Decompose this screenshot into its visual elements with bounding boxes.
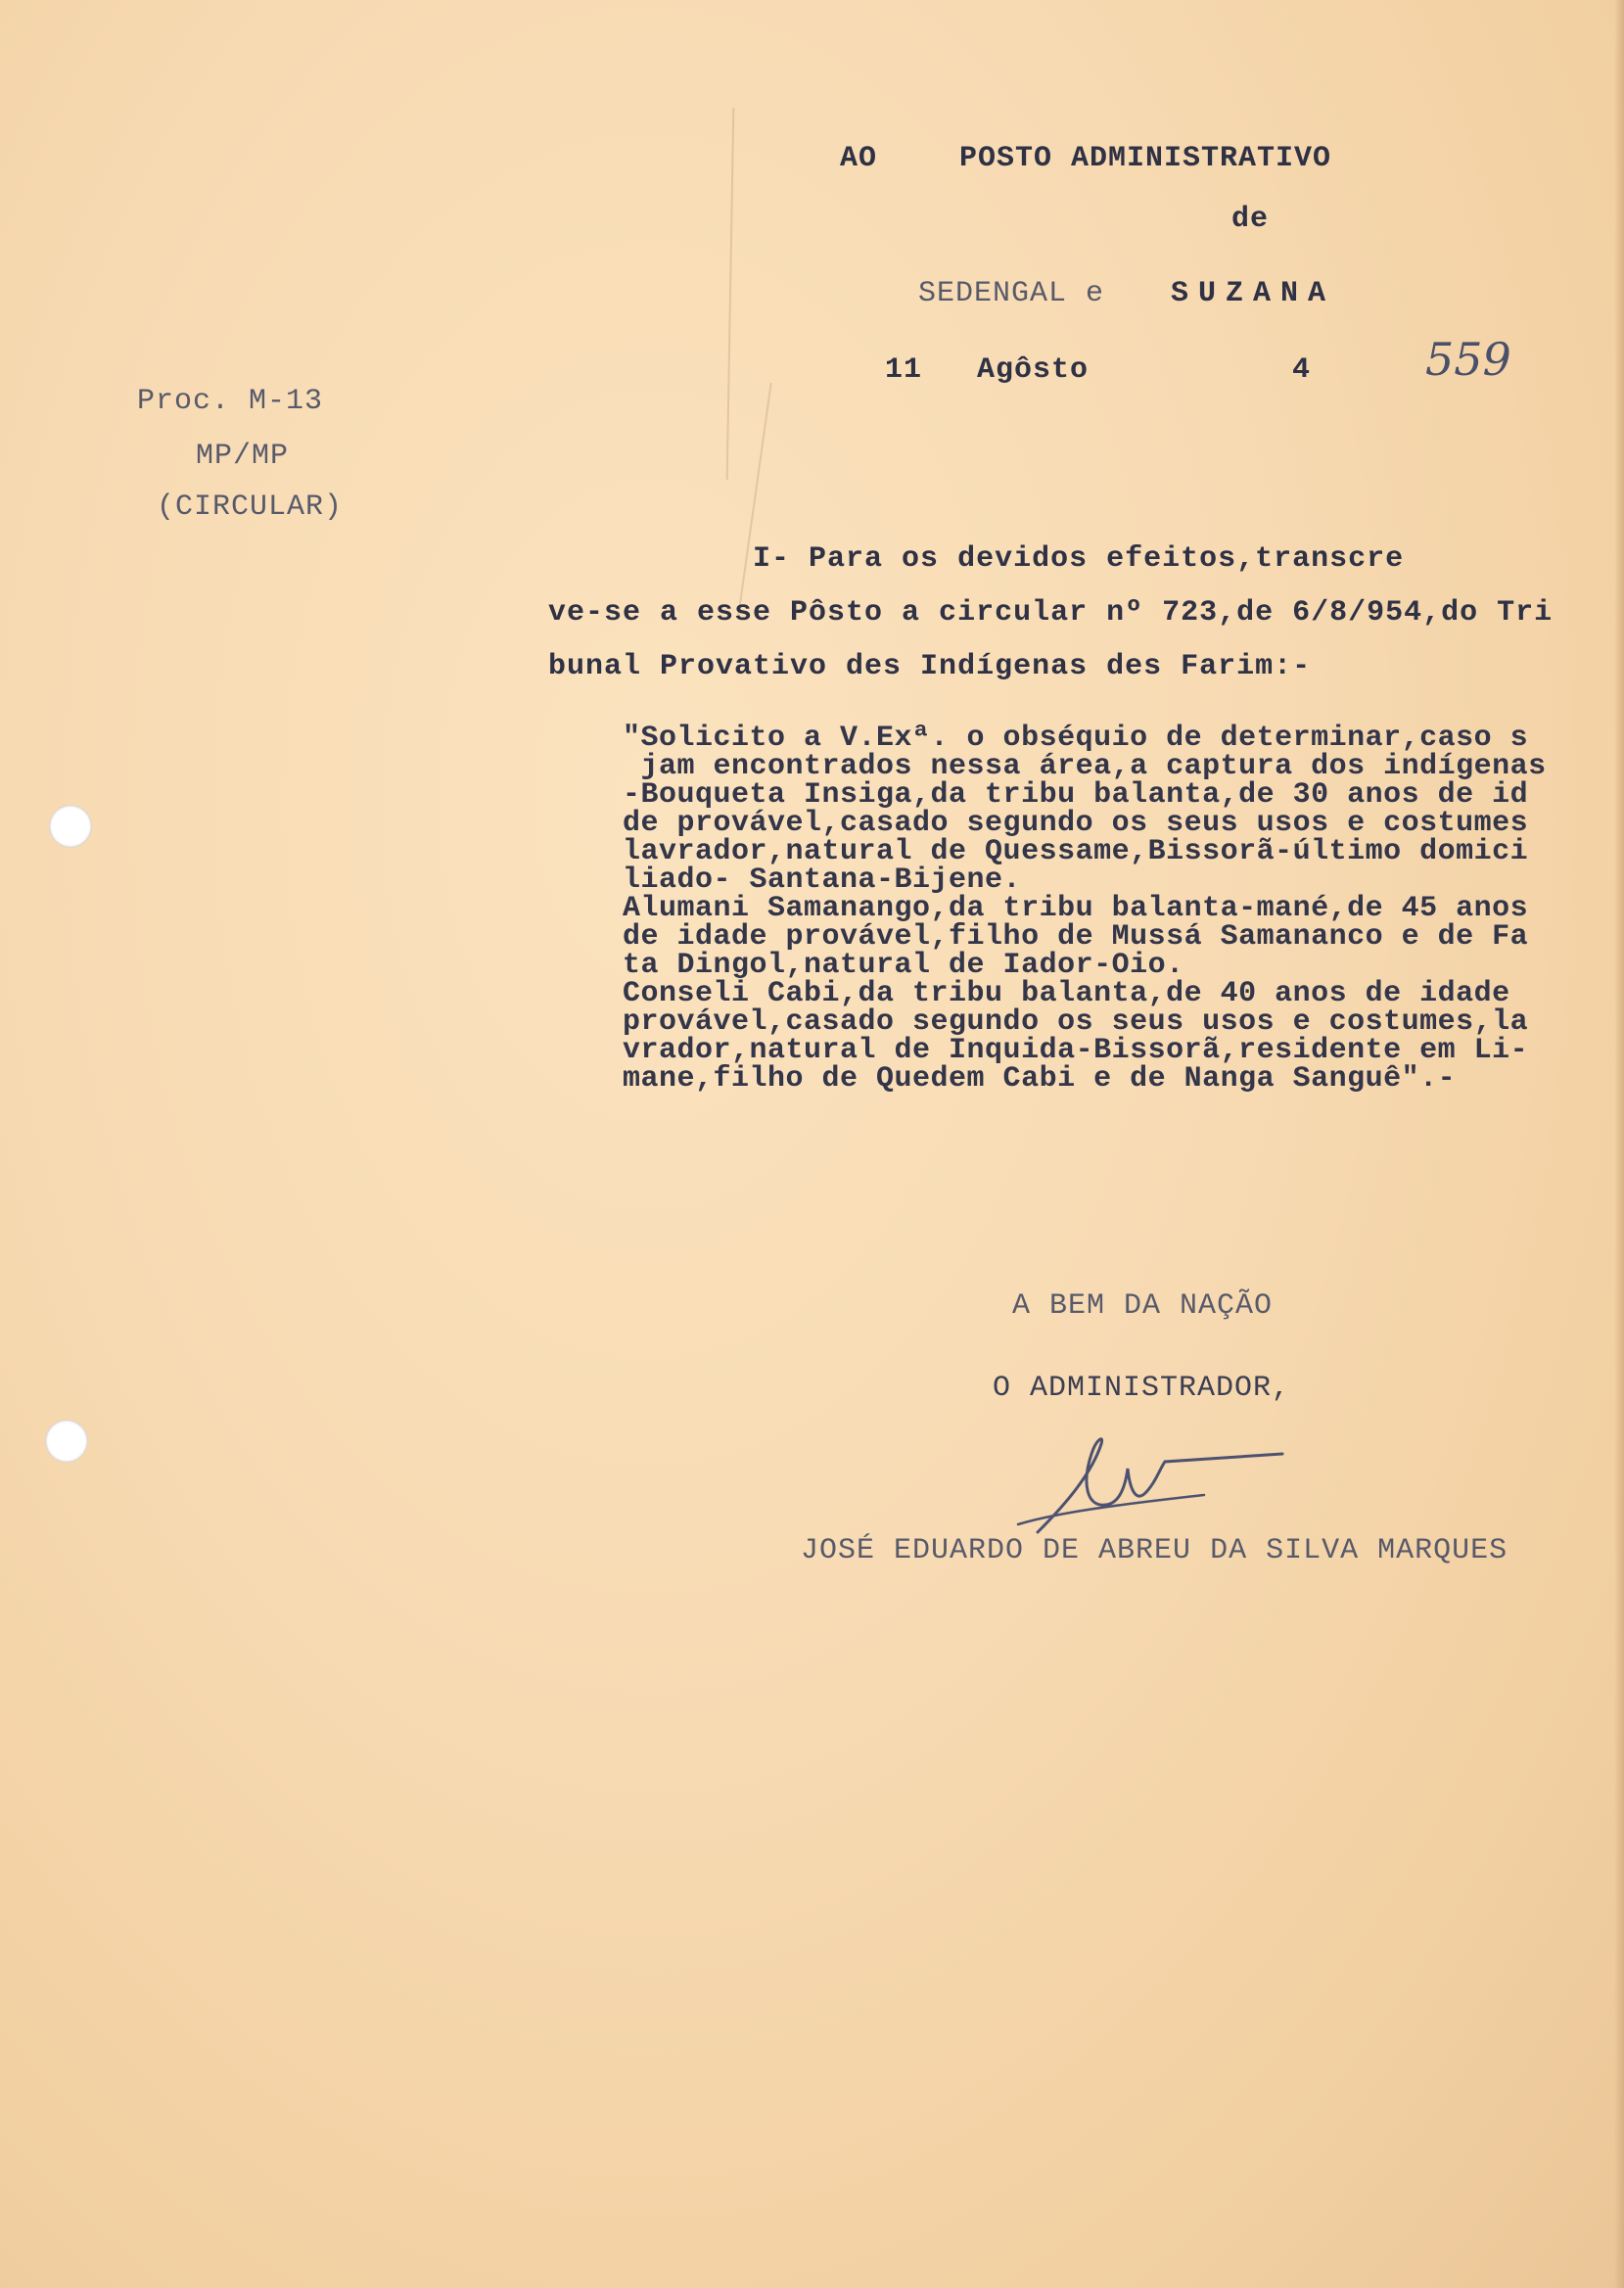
handwritten-number: 559	[1425, 333, 1511, 386]
quote-line: jam encontrados nessa área,a captura dos indígenas	[623, 750, 1547, 783]
quote-line: liado- Santana-Bijene.	[623, 864, 1022, 897]
addressee-prefix: AO	[840, 142, 878, 175]
signatory-name: JOSÉ EDUARDO DE ABREU DA SILVA MARQUES	[801, 1534, 1508, 1567]
quote-line: -Bouqueta Insiga,da tribu balanta,de 30 anos de id	[623, 778, 1529, 812]
body-line: bunal Provativo des Indígenas des Farim:-	[548, 650, 1312, 683]
quote-line: mane,filho de Quedem Cabi e de Nanga Sanguê".-	[623, 1062, 1457, 1096]
quote-line: lavrador,natural de Quessame,Bissorã-último domici	[623, 835, 1529, 868]
ref-circular: (CIRCULAR)	[157, 490, 344, 524]
quote-line: ta Dingol,natural de Iador-Oio.	[623, 949, 1184, 982]
closing-role: O ADMINISTRADOR,	[993, 1372, 1291, 1405]
quote-line: provável,casado segundo os seus usos e costumes,la	[623, 1005, 1529, 1039]
quoted-circular	[623, 724, 1547, 1094]
place-suzana: SUZANA	[1171, 277, 1336, 310]
date-year: 4	[1292, 353, 1312, 387]
quote-line: Conseli Cabi,da tribu balanta,de 40 anos de idade	[623, 977, 1510, 1010]
closing-salutation: A BEM DA NAÇÃO	[1012, 1289, 1274, 1323]
addressee-de: de	[1231, 203, 1270, 236]
body-paragraph	[548, 543, 1553, 683]
ref-initials: MP/MP	[196, 440, 290, 473]
addressee-org: POSTO ADMINISTRATIVO	[959, 142, 1332, 175]
date-day: 11	[885, 353, 923, 387]
handwritten-signature	[998, 1415, 1292, 1542]
date-month: Agôsto	[977, 353, 1090, 387]
quote-line: vrador,natural de Inquida-Bissorã,residente em Li-	[623, 1034, 1529, 1067]
quote-line: de idade provável,filho de Mussá Samananco e de Fa	[623, 920, 1529, 954]
paper-crease	[726, 108, 735, 480]
body-line: ve-se a esse Pôsto a circular nº 723,de 6/8/954,do Tri	[548, 596, 1554, 630]
quote-line: Alumani Samanango,da tribu balanta-mané,de 45 anos	[623, 892, 1529, 925]
punch-hole-top	[49, 805, 92, 848]
quote-line: "Solicito a V.Exª. o obséquio de determinar,caso s	[623, 722, 1529, 755]
punch-hole-bottom	[45, 1420, 88, 1463]
page-edge-shadow	[1614, 0, 1624, 2288]
quote-line: de provável,casado segundo os seus usos e costumes	[623, 807, 1529, 840]
ref-proc: Proc. M-13	[137, 385, 324, 418]
body-line: I- Para os devidos efeitos,transcre	[548, 542, 1405, 576]
place-sedengal: SEDENGAL e	[918, 277, 1105, 310]
